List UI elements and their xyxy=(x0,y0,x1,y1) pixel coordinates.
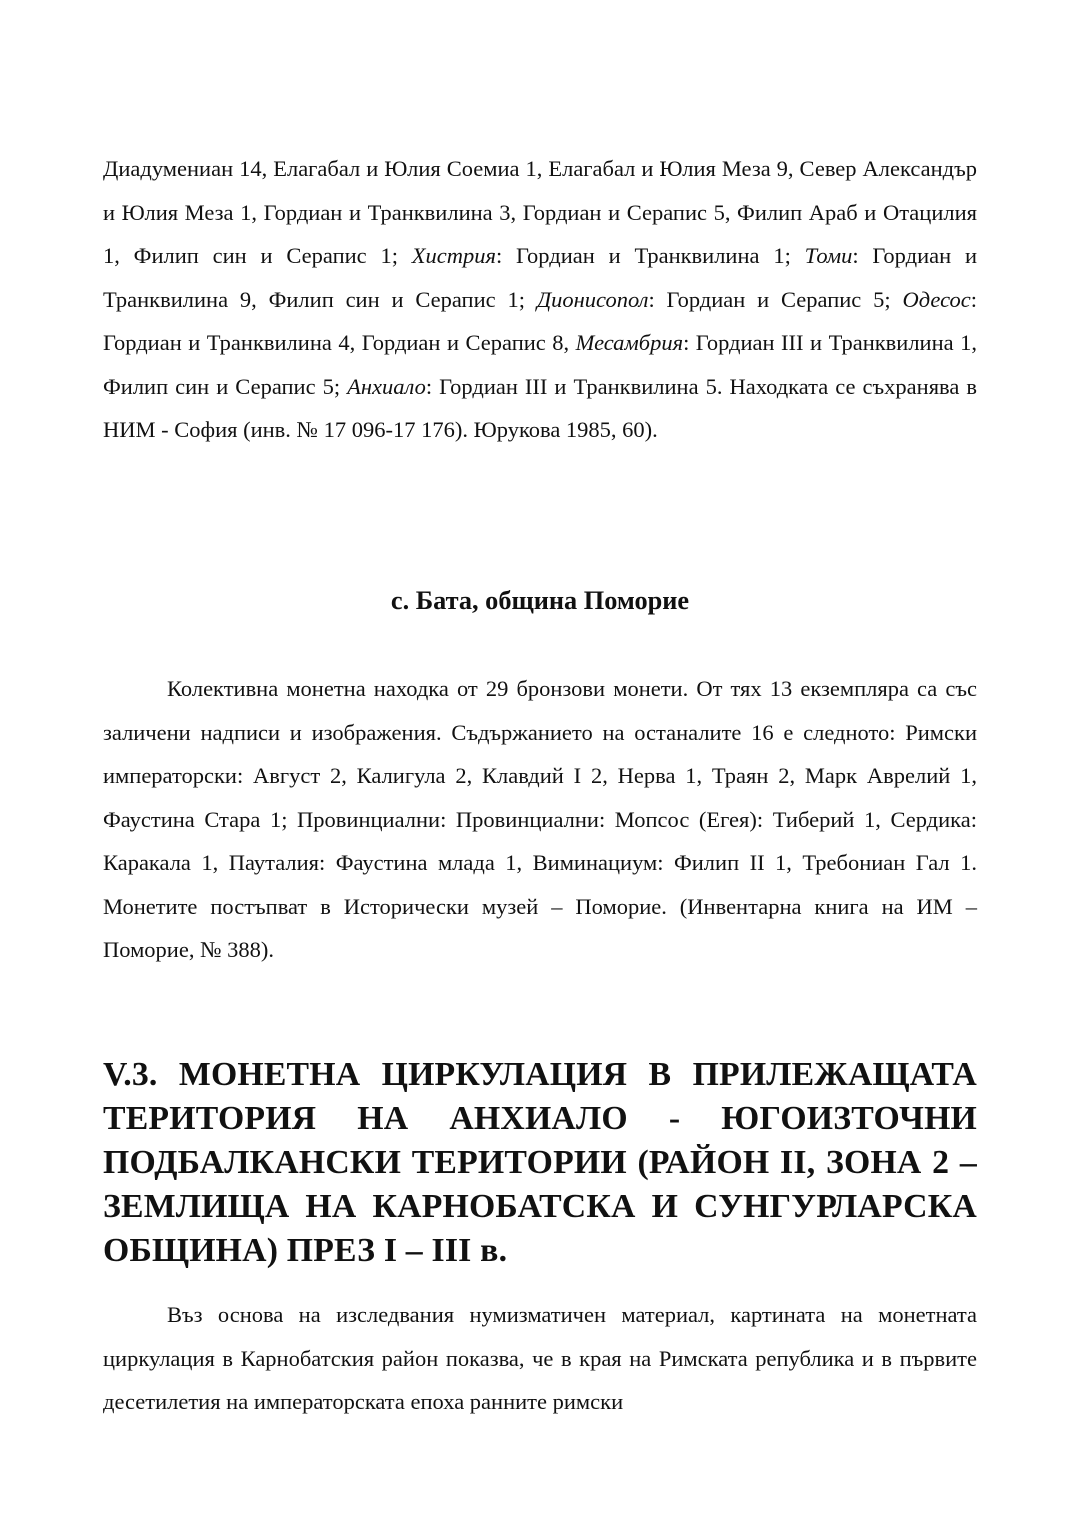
section-title: V.3. МОНЕТНА ЦИРКУЛАЦИЯ В ПРИЛЕЖАЩАТА ТЕРИТОРИЯ НА АНХИАЛО - ЮГОИЗТОЧНИ ПОДБАЛКАНСКИ ТЕРИТОРИИ (РАЙОН II, ЗОНА 2 – ЗЕМЛИЩА НА КАРНОБАТСКА И СУНГУРЛАРСКА ОБЩИНА) ПРЕЗ I – III в. xyxy=(103,1056,977,1269)
paragraph-circulation: Въз основа на изследвания нумизматичен материал, картината на монетната циркулация в Карнобатския район показва, че в края на Римската република и в първите десетилетия на императорската епоха ранните римски xyxy=(103,1302,977,1414)
text-run: : Гордиан III и Транквилина 1, Филип син и Серапис 5; xyxy=(103,330,978,399)
place-name-tomi: Томи xyxy=(804,243,853,268)
place-name-anchialo: Анхиало xyxy=(347,373,426,399)
subsection-heading: с. Бата, община Поморие xyxy=(390,586,690,615)
text-run: : Гордиан и Транквилина 9, Филип син и Серапис 1; xyxy=(103,243,978,312)
place-name-odessos: Одесос xyxy=(902,286,971,312)
text-run: Диадумениан 14, Елагабал и Юлия Соемиа 1, Елагабал и Юлия Меза 9, Север Александър и Юлия Меза 1, Гордиан и Транквилина 3, Гордиан и Серапис 5, Филип Араб и Отацилия 1, Филип син и Серапис 1; xyxy=(103,156,977,268)
text-run: : Гордиан и Транквилина 1; xyxy=(495,243,805,268)
place-name-mesambria: Месамбрия xyxy=(575,330,684,355)
place-name-histria: Хистрия xyxy=(411,243,496,268)
text-run: : Гордиан и Транквилина 4, Гордиан и Серапис 8, xyxy=(103,286,978,355)
text-run: : Гордиан III и Транквилина 5. Находката се съхранява в НИМ - София (инв. № 17 096-17 176). Юрукова 1985, 60). xyxy=(103,373,977,442)
text-run: : Гордиан и Серапис 5; xyxy=(648,286,903,312)
place-name-dionysopolis: Дионисопол xyxy=(536,286,649,312)
paragraph-bata-hoard: Колективна монетна находка от 29 бронзови монети. От тях 13 екземпляра са със заличени надписи и изображения. Съдържанието на останалите 16 е следното: Римски императорски: Август 2, Калигула 2, Клавдий I 2, Нерва 1, Траян 2, Марк Аврелий 1, Фаустина Стара 1; Провинциални: Провинциални: Мопсос (Егея): Тиберий 1, Сердика: Каракала 1, Пауталия: Фаустина млада 1, Виминациум: Филип II 1, Требониан Гал 1. Монетите постъпват в Исторически музей – Поморие. (Инвентарна книга на ИМ – Поморие, № 388). xyxy=(103,676,977,962)
paragraph-hoard-listing xyxy=(103,147,977,452)
